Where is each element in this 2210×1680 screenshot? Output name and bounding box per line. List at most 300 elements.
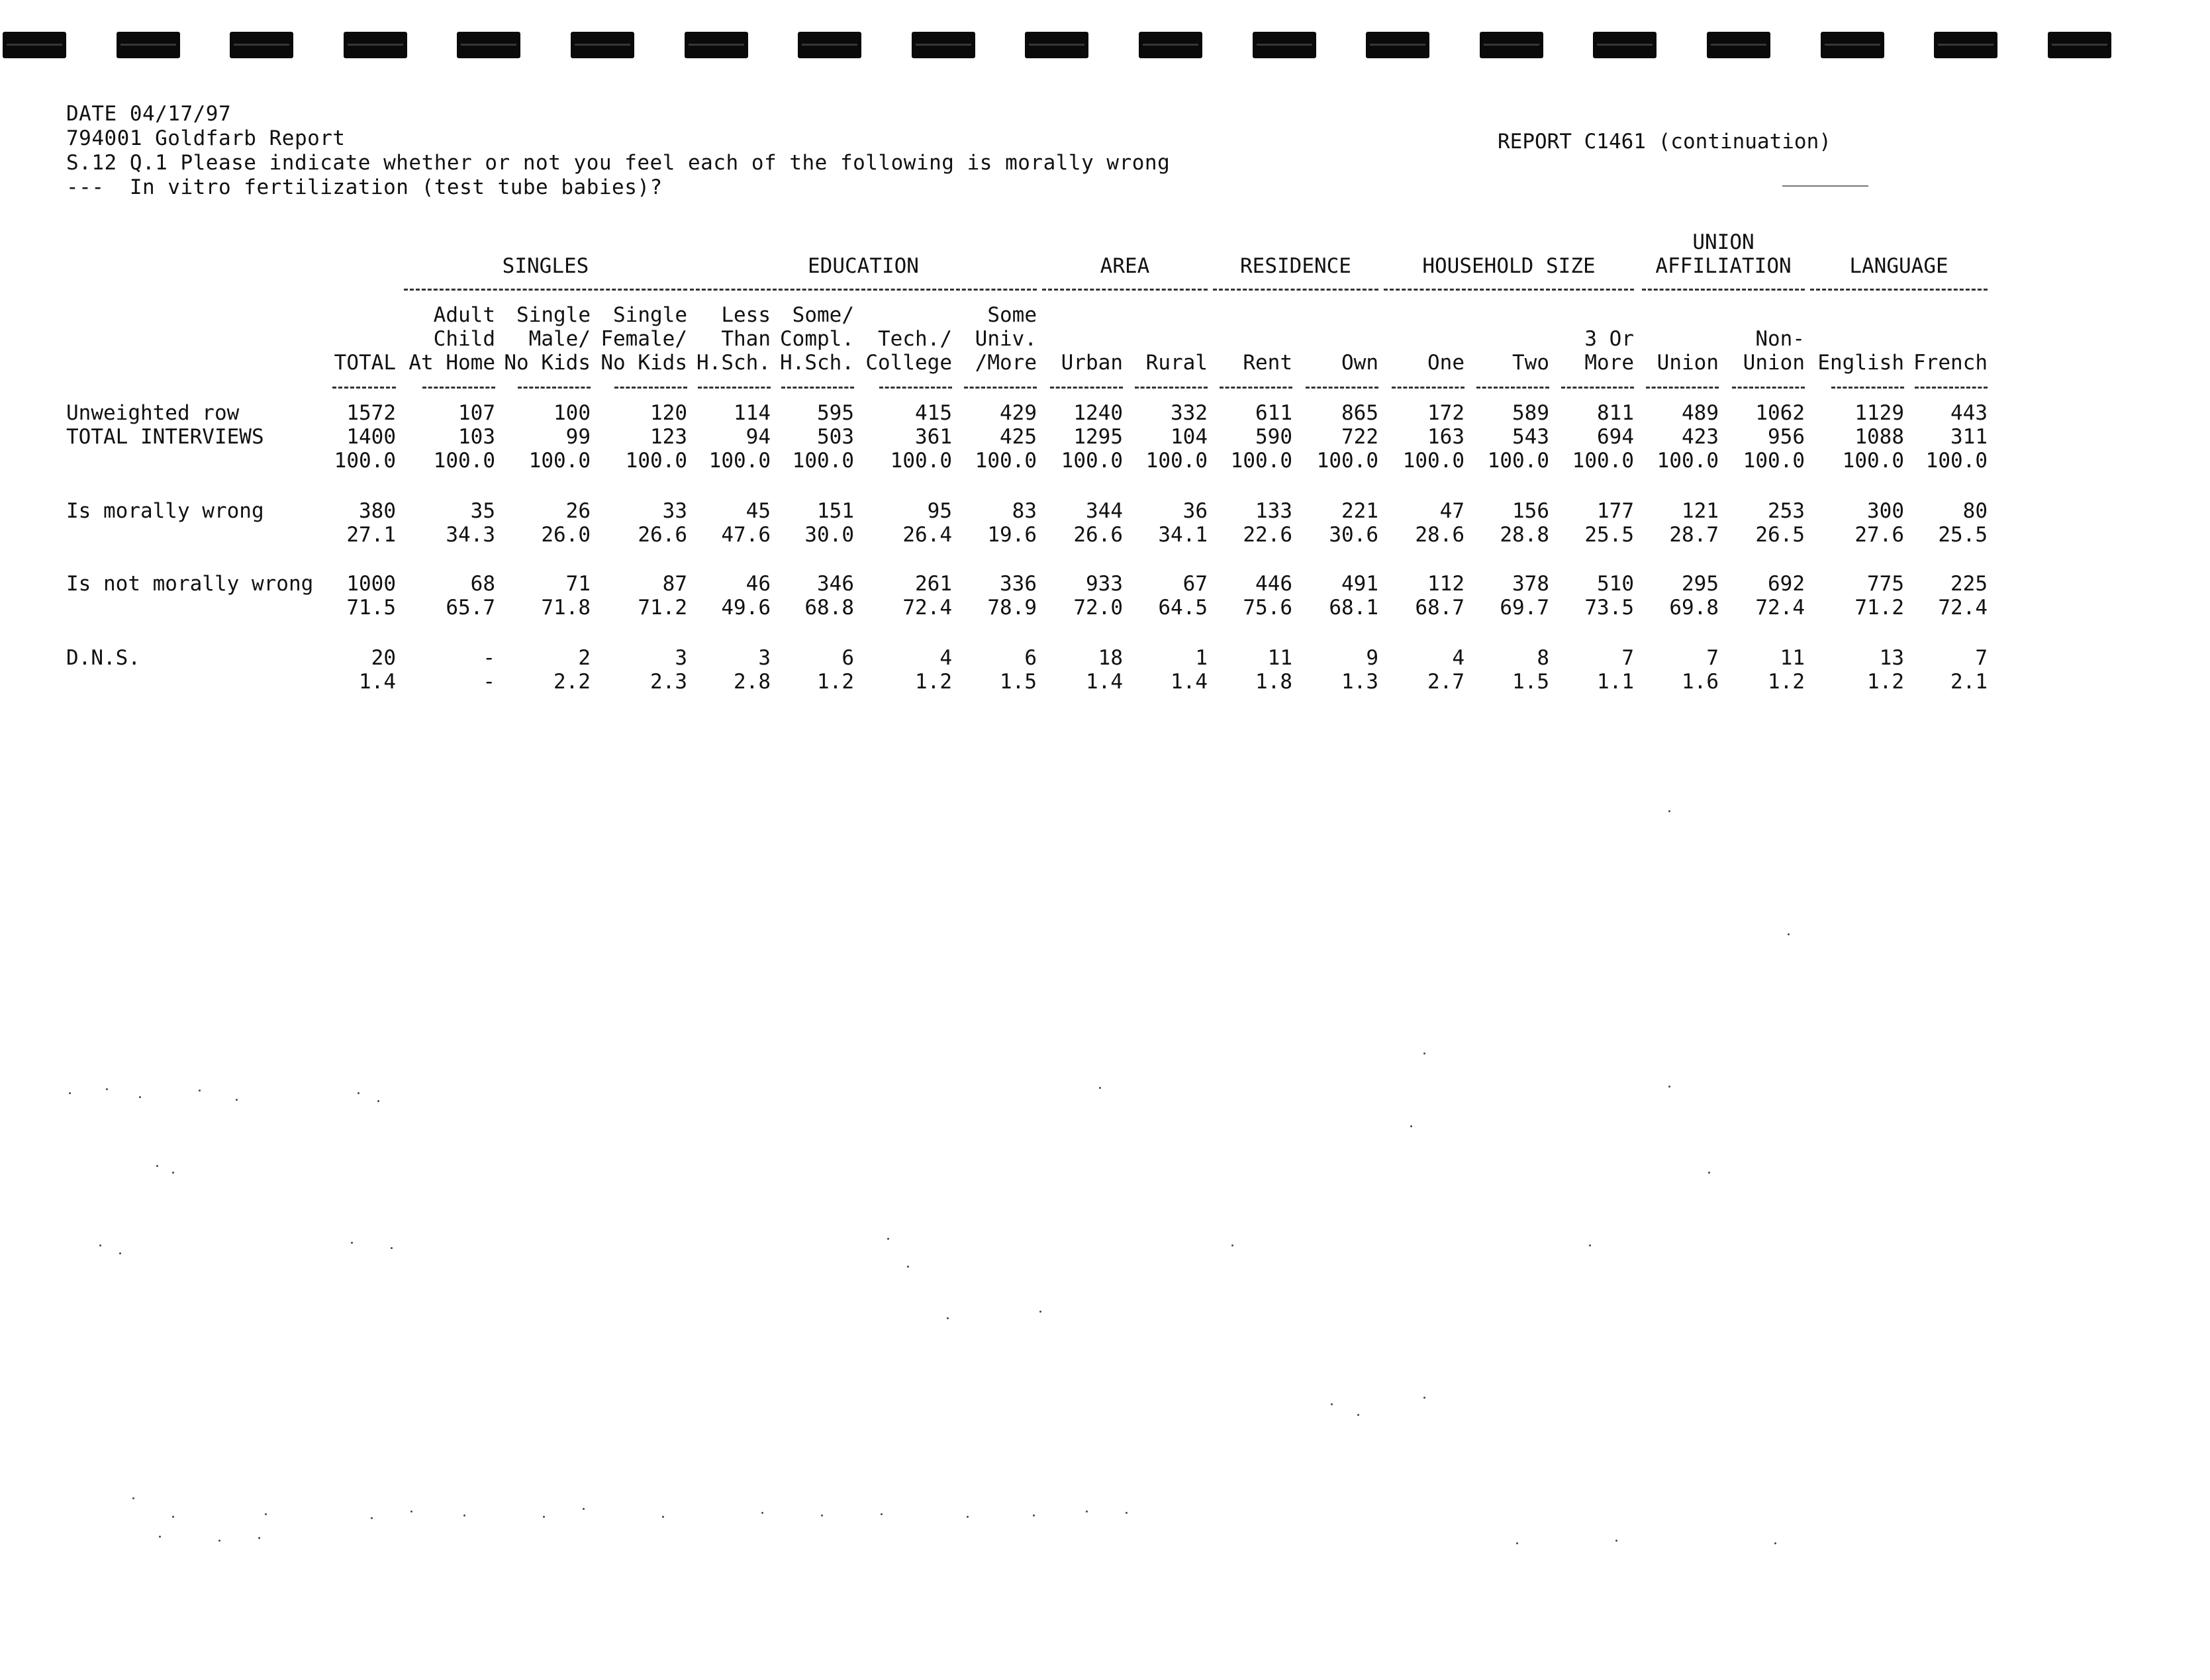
table-cell: 100.0	[1925, 449, 1988, 473]
column-header-label: More	[1584, 351, 1634, 375]
scan-speck	[236, 1099, 238, 1101]
table-cell: 78.9	[987, 596, 1037, 620]
scan-speck	[358, 1092, 360, 1094]
table-cell: 3	[758, 646, 771, 670]
column-header-rule	[1050, 387, 1123, 389]
column-header-label: Some/	[792, 303, 854, 327]
scan-speck	[410, 1511, 412, 1513]
table-cell: 177	[1597, 499, 1634, 523]
table-cell: 13	[1879, 646, 1904, 670]
scan-speck	[371, 1517, 373, 1519]
column-header-rule	[1915, 387, 1988, 389]
table-cell: 71	[565, 572, 591, 596]
scan-speck	[258, 1537, 260, 1539]
table-cell: 1129	[1854, 401, 1904, 425]
table-cell: 611	[1255, 401, 1292, 425]
table-cell: 933	[1086, 572, 1123, 596]
table-cell: 510	[1597, 572, 1634, 596]
row-label: TOTAL INTERVIEWS	[66, 425, 264, 449]
table-cell: 26.0	[541, 523, 591, 547]
table-cell: 100.0	[1145, 449, 1208, 473]
table-cell: 221	[1341, 499, 1378, 523]
table-cell: 72.4	[1938, 596, 1988, 620]
report-date: DATE 04/17/97	[66, 102, 232, 126]
table-cell: 2	[578, 646, 591, 670]
column-header-label: Two	[1512, 351, 1549, 375]
table-cell: 100.0	[1061, 449, 1123, 473]
scan-speck	[1086, 1511, 1088, 1513]
table-cell: 722	[1341, 425, 1378, 449]
column-header-label: Own	[1341, 351, 1378, 375]
column-header-label: Non-	[1755, 327, 1805, 351]
table-cell: 72.4	[1755, 596, 1805, 620]
table-cell: 100.0	[625, 449, 687, 473]
question-text: S.12 Q.1 Please indicate whether or not you feel each of the following is morally wrong	[66, 151, 1171, 175]
table-cell: 344	[1086, 499, 1123, 523]
table-cell: 100.0	[1743, 449, 1805, 473]
column-header-label: Union	[1743, 351, 1805, 375]
table-cell: 1.2	[915, 670, 952, 694]
table-cell: 104	[1171, 425, 1208, 449]
table-cell: 311	[1950, 425, 1988, 449]
table-cell: 1.2	[1768, 670, 1805, 694]
table-cell: 1.4	[359, 670, 396, 694]
table-cell: 692	[1768, 572, 1805, 596]
table-cell: 336	[1000, 572, 1037, 596]
column-header-rule	[1561, 387, 1634, 389]
table-cell: 1.4	[1171, 670, 1208, 694]
table-cell: 68.7	[1415, 596, 1465, 620]
column-header-label: Than	[721, 327, 771, 351]
table-cell: 73.5	[1584, 596, 1634, 620]
column-header-label: One	[1427, 351, 1465, 375]
row-label: Unweighted row	[66, 401, 240, 425]
table-cell: 425	[1000, 425, 1037, 449]
table-cell: 114	[734, 401, 771, 425]
table-cell: 589	[1512, 401, 1549, 425]
scan-speck	[1668, 1086, 1670, 1088]
table-cell: 503	[817, 425, 854, 449]
column-header-label: College	[865, 351, 952, 375]
table-cell: 1400	[346, 425, 396, 449]
scan-speck	[265, 1513, 267, 1515]
table-cell: 28.6	[1415, 523, 1465, 547]
table-cell: 2.3	[650, 670, 687, 694]
group-header-rule	[1810, 289, 1988, 291]
row-label: Is not morally wrong	[66, 572, 314, 596]
table-cell: 3	[675, 646, 687, 670]
group-header-label: UNION	[1692, 230, 1754, 254]
column-header-label: Rent	[1243, 351, 1292, 375]
table-cell: 163	[1427, 425, 1465, 449]
column-header-rule	[518, 387, 591, 389]
table-cell: 103	[458, 425, 495, 449]
table-cell: 543	[1512, 425, 1549, 449]
table-cell: 415	[915, 401, 952, 425]
scan-speck	[1357, 1414, 1359, 1416]
scan-speck	[1423, 1052, 1425, 1054]
table-cell: 151	[817, 499, 854, 523]
table-cell: 68.1	[1329, 596, 1378, 620]
table-cell: 71.2	[638, 596, 687, 620]
table-cell: 7	[1706, 646, 1719, 670]
table-cell: 956	[1768, 425, 1805, 449]
column-header-rule	[1646, 387, 1719, 389]
scan-speck	[907, 1266, 909, 1268]
table-cell: 1062	[1755, 401, 1805, 425]
scan-speck	[1099, 1087, 1101, 1089]
column-header-label: At Home	[408, 351, 495, 375]
column-header-label: No Kids	[601, 351, 687, 375]
table-cell: 99	[565, 425, 591, 449]
table-cell: 7	[1975, 646, 1988, 670]
table-cell: 1.2	[1867, 670, 1904, 694]
table-cell: 6	[841, 646, 854, 670]
scan-speck	[172, 1172, 174, 1174]
table-cell: 423	[1682, 425, 1719, 449]
column-header-label: H.Sch.	[697, 351, 771, 375]
table-cell: 1240	[1073, 401, 1123, 425]
row-label: D.N.S.	[66, 646, 140, 670]
table-cell: 172	[1427, 401, 1465, 425]
table-cell: 1.5	[1000, 670, 1037, 694]
table-cell: 18	[1098, 646, 1123, 670]
column-header-label: Single	[613, 303, 687, 327]
table-cell: 71.2	[1854, 596, 1904, 620]
table-cell: 26.6	[638, 523, 687, 547]
column-header-label: Single	[516, 303, 591, 327]
table-cell: 2.8	[734, 670, 771, 694]
table-cell: 69.7	[1500, 596, 1549, 620]
table-cell: 361	[915, 425, 952, 449]
scan-speck	[1126, 1512, 1128, 1514]
column-header-rule	[698, 387, 771, 389]
column-header-label: Univ.	[975, 327, 1037, 351]
table-cell: 72.4	[902, 596, 952, 620]
crosstab-table	[0, 0, 2210, 728]
table-cell: 156	[1512, 499, 1549, 523]
scan-speck	[1708, 1172, 1710, 1174]
table-cell: 68	[470, 572, 495, 596]
table-cell: 100.0	[433, 449, 495, 473]
scan-speck	[99, 1244, 101, 1246]
table-cell: 6	[1024, 646, 1037, 670]
column-header-label: Male/	[528, 327, 591, 351]
scan-speck	[377, 1100, 379, 1102]
table-cell: 1.5	[1512, 670, 1549, 694]
table-cell: 26.4	[902, 523, 952, 547]
column-header-label: Female/	[601, 327, 687, 351]
scan-speck	[1589, 1244, 1591, 1246]
table-cell: 100.0	[1572, 449, 1634, 473]
table-cell: 65.7	[446, 596, 495, 620]
table-cell: 8	[1537, 646, 1549, 670]
table-cell: 295	[1682, 572, 1719, 596]
table-cell: 2.7	[1427, 670, 1465, 694]
table-cell: 7	[1621, 646, 1634, 670]
table-cell: 100.0	[975, 449, 1037, 473]
group-header-rule	[1042, 289, 1208, 291]
scan-speck	[583, 1508, 585, 1510]
table-cell: 28.8	[1500, 523, 1549, 547]
table-cell: 49.6	[721, 596, 771, 620]
table-cell: 72.0	[1073, 596, 1123, 620]
table-cell: 68.8	[804, 596, 854, 620]
scan-speck	[132, 1497, 134, 1499]
table-cell: 25.5	[1938, 523, 1988, 547]
table-cell: 2.1	[1950, 670, 1988, 694]
table-cell: 33	[662, 499, 687, 523]
column-header-label: Compl.	[780, 327, 854, 351]
group-header-rule	[404, 289, 687, 291]
table-cell: 30.6	[1329, 523, 1378, 547]
table-cell: 100.0	[890, 449, 952, 473]
scan-speck	[881, 1513, 883, 1515]
group-header-label: SINGLES	[502, 254, 589, 278]
group-header-label: AFFILIATION	[1655, 254, 1792, 278]
table-cell: 26.5	[1755, 523, 1805, 547]
table-cell: 69.8	[1669, 596, 1719, 620]
column-header-rule	[879, 387, 952, 389]
scan-speck	[662, 1516, 664, 1518]
table-cell: 1.8	[1255, 670, 1292, 694]
table-cell: 446	[1255, 572, 1292, 596]
scan-speck	[218, 1540, 220, 1542]
scan-speck	[391, 1247, 393, 1249]
column-header-rule	[1732, 387, 1805, 389]
table-cell: 2.2	[553, 670, 591, 694]
table-cell: 1088	[1854, 425, 1904, 449]
table-cell: 1572	[346, 401, 396, 425]
column-header-label: Rural	[1145, 351, 1208, 375]
scan-speck	[156, 1165, 158, 1167]
column-header-rule	[1392, 387, 1465, 389]
table-cell: 121	[1682, 499, 1719, 523]
table-cell: 47.6	[721, 523, 771, 547]
table-cell: 46	[745, 572, 771, 596]
column-header-rule	[781, 387, 854, 389]
table-cell: 9	[1366, 646, 1378, 670]
table-cell: 380	[359, 499, 396, 523]
scan-speck	[1423, 1397, 1425, 1399]
column-header-rule	[1476, 387, 1549, 389]
table-cell: 107	[458, 401, 495, 425]
table-cell: 491	[1341, 572, 1378, 596]
table-cell: 71.8	[541, 596, 591, 620]
table-cell: 1.1	[1597, 670, 1634, 694]
scan-speck	[821, 1515, 823, 1517]
column-header-label: French	[1913, 351, 1988, 375]
scan-speck	[119, 1252, 121, 1254]
table-cell: 67	[1182, 572, 1208, 596]
scan-speck	[69, 1092, 71, 1094]
table-cell: 261	[915, 572, 952, 596]
row-label: Is morally wrong	[66, 499, 264, 523]
column-header-label: Adult	[433, 303, 495, 327]
table-cell: 71.5	[346, 596, 396, 620]
table-cell: 35	[470, 499, 495, 523]
scan-speck	[199, 1090, 201, 1092]
table-cell: 865	[1341, 401, 1378, 425]
table-cell: 36	[1182, 499, 1208, 523]
group-header-label: RESIDENCE	[1240, 254, 1351, 278]
table-cell: 100.0	[792, 449, 854, 473]
column-header-label: No Kids	[504, 351, 591, 375]
table-cell: 100.0	[1316, 449, 1378, 473]
table-cell: -	[483, 670, 495, 694]
table-cell: 75.6	[1243, 596, 1292, 620]
table-cell: 1	[1195, 646, 1208, 670]
table-cell: 1.2	[817, 670, 854, 694]
report-id: REPORT C1461 (continuation)	[1498, 130, 1831, 154]
scan-speck	[543, 1516, 545, 1518]
column-header-label: Child	[433, 327, 495, 351]
scan-speck	[947, 1317, 949, 1319]
question-subitem: --- In vitro fertilization (test tube babies)?	[66, 175, 663, 199]
group-header-rule	[1642, 289, 1805, 291]
column-header-label: Urban	[1061, 351, 1123, 375]
table-cell: 95	[927, 499, 952, 523]
table-cell: 1295	[1073, 425, 1123, 449]
table-cell: 1.4	[1086, 670, 1123, 694]
table-cell: 133	[1255, 499, 1292, 523]
table-cell: 225	[1950, 572, 1988, 596]
column-header-rule	[422, 387, 495, 389]
scan-speck	[967, 1516, 969, 1518]
scan-speck	[351, 1242, 353, 1244]
table-cell: 489	[1682, 401, 1719, 425]
table-cell: 94	[745, 425, 771, 449]
group-header-label: AREA	[1100, 254, 1150, 278]
group-header-rule	[690, 289, 1037, 291]
table-cell: 100.0	[708, 449, 771, 473]
column-header-label: Less	[721, 303, 771, 327]
table-cell: 25.5	[1584, 523, 1634, 547]
group-header-label: EDUCATION	[808, 254, 919, 278]
table-cell: 100.0	[1487, 449, 1549, 473]
column-header-label: Some	[987, 303, 1037, 327]
column-header-rule	[614, 387, 687, 389]
scan-speck	[1615, 1540, 1617, 1542]
table-cell: 27.6	[1854, 523, 1904, 547]
table-cell: 1000	[346, 572, 396, 596]
table-cell: 30.0	[804, 523, 854, 547]
table-cell: 429	[1000, 401, 1037, 425]
table-cell: 100.0	[334, 449, 396, 473]
table-cell: 120	[650, 401, 687, 425]
table-cell: 100.0	[528, 449, 591, 473]
table-cell: 22.6	[1243, 523, 1292, 547]
group-header-label: LANGUAGE	[1849, 254, 1948, 278]
table-cell: 100.0	[1230, 449, 1292, 473]
table-cell: 4	[939, 646, 952, 670]
column-header-label: Tech./	[878, 327, 952, 351]
table-cell: 100.0	[1657, 449, 1719, 473]
table-cell: 100	[553, 401, 591, 425]
column-header-rule	[1135, 387, 1208, 389]
table-cell: 80	[1962, 499, 1988, 523]
table-cell: 26.6	[1073, 523, 1123, 547]
column-header-rule	[1220, 387, 1292, 389]
table-cell: 694	[1597, 425, 1634, 449]
scan-speck	[1410, 1125, 1412, 1127]
table-cell: 4	[1452, 646, 1465, 670]
table-cell: 26	[565, 499, 591, 523]
table-cell: 590	[1255, 425, 1292, 449]
column-header-rule	[332, 387, 396, 389]
scan-speck	[1774, 1542, 1776, 1544]
group-header-label: HOUSEHOLD SIZE	[1422, 254, 1596, 278]
table-cell: 123	[650, 425, 687, 449]
table-cell: 100.0	[1842, 449, 1904, 473]
scan-speck	[139, 1096, 141, 1098]
column-header-label: English	[1817, 351, 1904, 375]
group-header-rule	[1213, 289, 1378, 291]
scan-speck	[1231, 1244, 1233, 1246]
table-cell: 83	[1012, 499, 1037, 523]
column-header-rule	[1306, 387, 1378, 389]
column-header-label: TOTAL	[334, 351, 396, 375]
scan-speck	[159, 1536, 161, 1538]
table-cell: 1.3	[1341, 670, 1378, 694]
table-cell: 19.6	[987, 523, 1037, 547]
report-name: 794001 Goldfarb Report	[66, 126, 346, 150]
table-cell: 11	[1267, 646, 1292, 670]
scan-speck	[106, 1088, 108, 1090]
table-cell: 595	[817, 401, 854, 425]
column-header-label: Union	[1657, 351, 1719, 375]
scan-speck	[1039, 1311, 1041, 1313]
table-cell: 64.5	[1158, 596, 1208, 620]
table-cell: 45	[745, 499, 771, 523]
table-cell: 27.1	[346, 523, 396, 547]
scan-speck	[463, 1515, 465, 1517]
table-cell: 346	[817, 572, 854, 596]
table-cell: 100.0	[1402, 449, 1465, 473]
table-cell: 11	[1780, 646, 1805, 670]
column-header-label: H.Sch.	[780, 351, 854, 375]
table-cell: 443	[1950, 401, 1988, 425]
column-header-label: 3 Or	[1584, 327, 1634, 351]
table-cell: 775	[1867, 572, 1904, 596]
scan-speck	[172, 1516, 174, 1518]
table-cell: 47	[1439, 499, 1465, 523]
scan-speck	[1788, 933, 1790, 935]
table-cell: 87	[662, 572, 687, 596]
scan-speck	[1516, 1542, 1518, 1544]
column-header-rule	[1831, 387, 1904, 389]
table-cell: 300	[1867, 499, 1904, 523]
table-cell: 1.6	[1682, 670, 1719, 694]
column-header-rule	[964, 387, 1037, 389]
scan-speck	[1331, 1403, 1333, 1405]
table-cell: 20	[371, 646, 396, 670]
scan-speck	[1668, 810, 1670, 812]
scan-speck	[887, 1238, 889, 1240]
table-cell: 112	[1427, 572, 1465, 596]
group-header-rule	[1384, 289, 1634, 291]
table-cell: 28.7	[1669, 523, 1719, 547]
table-cell: 34.3	[446, 523, 495, 547]
scan-speck	[761, 1512, 763, 1514]
table-cell: 34.1	[1158, 523, 1208, 547]
table-cell: 811	[1597, 401, 1634, 425]
scan-speck	[1033, 1515, 1035, 1517]
table-cell: -	[483, 646, 495, 670]
table-cell: 332	[1171, 401, 1208, 425]
column-header-label: /More	[975, 351, 1037, 375]
table-cell: 253	[1768, 499, 1805, 523]
